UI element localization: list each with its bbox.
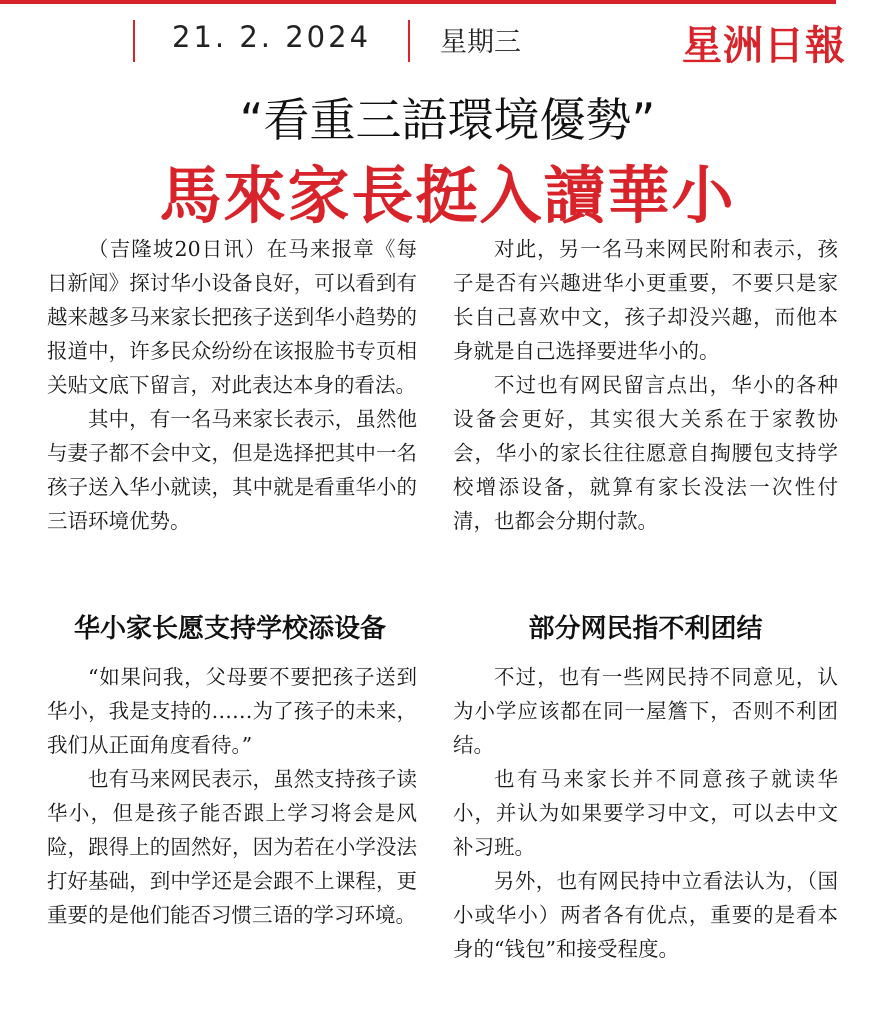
masthead-divider-right <box>408 20 410 62</box>
paragraph: 也有马来网民表示，虽然支持孩子读华小，但是孩子能否跟上学习将会是风险，跟得上的固然好，因为若在小学没法打好基础，到中学还是会跟不上课程，更重要的是他们能否习惯三语的学习环境。 <box>47 767 417 927</box>
right-section-title: 部分网民指不利团结 <box>528 614 763 644</box>
headline-title: 馬來家長挺入讀華小 <box>159 159 736 232</box>
issue-date: 21. 2. 2024 <box>172 20 372 54</box>
paragraph: “如果问我，父母要不要把孩子送到华小，我是支持的……为了孩子的未来，我们从正面角度看待。” <box>47 665 417 757</box>
top-red-rule <box>0 0 836 4</box>
paragraph: 其中，有一名马来家长表示，虽然他与妻子都不会中文，但是选择把其中一名孩子送入华小就读，其中就是看重华小的三语环境优势。 <box>47 407 417 533</box>
headline-subtitle: “看重三語環境優勢” <box>239 93 656 147</box>
left-column-top <box>47 232 417 538</box>
left-section-title: 华小家长愿支持学校添设备 <box>73 614 386 644</box>
paragraph: 也有马来家长并不同意孩子就读华小，并认为如果要学习中文，可以去中文补习班。 <box>453 767 838 859</box>
issue-weekday: 星期三 <box>440 27 521 58</box>
paragraph: 不过也有网民留言点出，华小的各种设备会更好，其实很大关系在于家教协会，华小的家长往往愿意自掏腰包支持学校增添设备，就算有家长没法一次性付清，也都会分期付款。 <box>453 373 838 533</box>
right-column-bottom <box>453 660 838 966</box>
left-column-bottom <box>47 660 417 932</box>
newspaper-logo: 星洲日報 <box>682 22 846 69</box>
paragraph: 对此，另一名马来网民附和表示，孩子是否有兴趣进华小更重要，不要只是家长自己喜欢中文，孩子却没兴趣，而他本身就是自己选择要进华小的。 <box>453 237 838 363</box>
right-column-top <box>453 232 838 538</box>
paragraph: （吉隆坡20日讯）在马来报章《每日新闻》探讨华小设备良好，可以看到有越来越多马来家长把孩子送到华小趋势的报道中，许多民众纷纷在该报脸书专页相关贴文底下留言，对此表达本身的看法。 <box>47 237 417 397</box>
paragraph: 不过，也有一些网民持不同意见，认为小学应该都在同一屋簷下，否则不利团结。 <box>453 665 838 757</box>
masthead-divider-left <box>133 20 135 62</box>
paragraph: 另外，也有网民持中立看法认为，（国小或华小）两者各有优点，重要的是看本身的“钱包”和接受程度。 <box>453 869 838 961</box>
